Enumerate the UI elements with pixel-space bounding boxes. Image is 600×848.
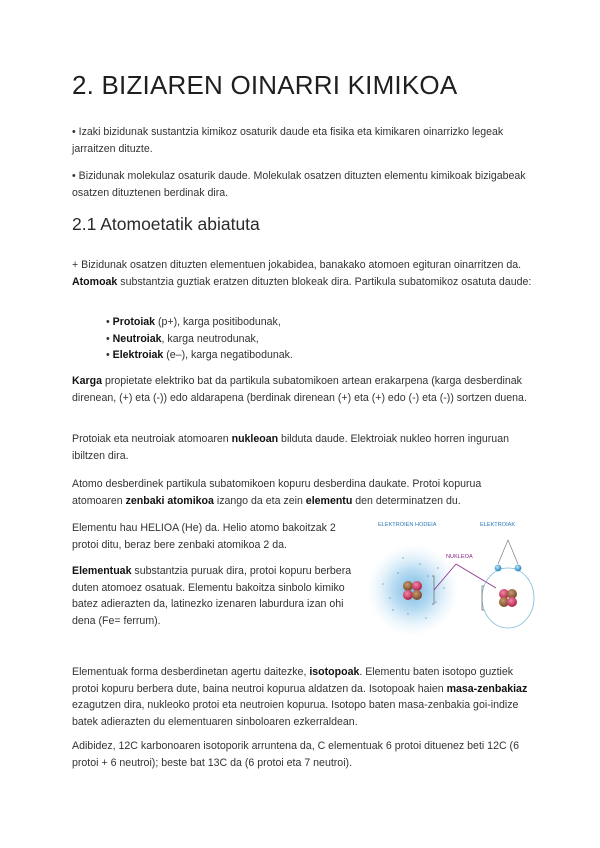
- elementuak-paragraph: [72, 563, 364, 629]
- isotopoak-term: isotopoak: [309, 666, 360, 678]
- particle-desc: , karga neutrodunak,: [161, 332, 259, 345]
- isotopoak-paragraph: [72, 664, 532, 730]
- text-run: Atomo desberdinek partikula subatomikoen kopuru desberdina daukate. Protoi kopurua atomoaren: [72, 478, 482, 507]
- particle-desc: (p+), karga positibodunak,: [155, 316, 281, 328]
- list-item: [106, 347, 293, 364]
- intro-bullet-1: • Izaki bizidunak sustantzia kimikoz osaturik daude eta fisika eta kimikaren oinarrizko legeak jarraitzen dituzte.: [72, 126, 504, 155]
- karga-term: Karga: [72, 375, 103, 387]
- page-title: 2. BIZIAREN OINARRI KIMIKOA: [72, 70, 458, 100]
- text-run: izango da eta zein: [213, 494, 306, 507]
- text-run: den determinatzen du.: [352, 494, 461, 507]
- elementuak-term: Elementuak: [72, 565, 132, 577]
- atomoak-term: Atomoak: [72, 275, 118, 288]
- elementu-term: elementu: [305, 494, 353, 507]
- electron-pointer-line: [498, 540, 518, 564]
- label-electrons: ELEKTROIAK: [480, 522, 516, 528]
- list-item: [106, 331, 293, 348]
- karga-definition: propietate elektriko bat da partikula subatomikoen artean erakarpena (karga desberdinak direnean, (+) eta (-)) edo aldarapena (berdinak direnean (+) eta (+) edo (-) eta (-)) sortzen duena.: [72, 375, 527, 404]
- zenbaki-paragraph: [72, 476, 532, 509]
- atomoak-definition: substantzia guztiak eratzen dituzten blokeak dira. Partikula subatomikoz osatuta daude:: [117, 275, 532, 288]
- zenbaki-term: zenbaki atomikoa: [125, 494, 214, 507]
- karga-paragraph: [72, 373, 532, 406]
- electron: [495, 565, 502, 572]
- helium-atom-diagram: [368, 518, 538, 636]
- nukleoa-paragraph: [72, 431, 532, 464]
- particle-name: Elektroiak: [112, 349, 164, 361]
- masa-zenbakia-term: masa-zenbakiaz: [446, 682, 528, 695]
- orbit-circle: [482, 568, 534, 628]
- helium-atom-figure: [368, 518, 538, 636]
- text-run: bilduta daude. Elektroiak nukleo horren inguruan ibiltzen dira.: [72, 433, 509, 462]
- nucleus-right: [499, 589, 517, 607]
- text-run: ezagutzen dira, nukleoko protoi eta neutroien kopurua. Isotopo baten masa-zenbakia goi-indize batek adierazten du elementuaren sinboloaren ezkerraldean.: [72, 699, 519, 728]
- label-electron-cloud: ELEKTROIEN HODEIA: [378, 522, 437, 528]
- particle-desc: (e–), karga negatibodunak.: [163, 349, 293, 361]
- text-run: substantzia puruak dira, protoi kopuru berbera duten atomoez osatuak. Elementu bakoitza sinbolo kimiko batez adierazten da, latinezko izenaren laburdura izan ohi dena (Fe= ferrum).: [72, 565, 352, 627]
- atomoak-paragraph: [72, 257, 532, 290]
- text-run: Protoiak eta neutroiak atomoaren: [72, 433, 232, 445]
- intro-bullet-2: • Bizidunak molekulaz osaturik daude. Molekulak osatzen dituzten elementu kimikoak bizigabeak osatzen dituztenen berdinak dira.: [72, 170, 526, 199]
- text-run: . Elementu baten isotopo guztiek protoi kopuru berbera dute, baina neutroi kopurua aldatzen da. Isotopoak haien: [72, 666, 514, 695]
- adibidez-paragraph: Adibidez, 12C karbonoaren isotoporik arruntena da, C elementuak 6 protoi dituenez beti 12C (6 protoi + 6 neutroi); beste bat 13C da (6 protoi eta 7 neutroi).: [72, 740, 519, 769]
- electron: [515, 565, 522, 572]
- particle-name: Protoiak: [112, 316, 156, 328]
- section-title: 2.1 Atomoetatik abiatuta: [72, 214, 260, 234]
- nukleoa-term: nukleoan: [231, 433, 279, 445]
- text-run: Elementuak forma desberdinetan agertu daitezke,: [72, 666, 310, 678]
- label-nucleus: NUKLEOA: [446, 554, 473, 560]
- helioa-paragraph: Elementu hau HELIOA (He) da. Helio atomo bakoitzak 2 protoi ditu, beraz bere zenbaki atomikoa 2 da.: [72, 522, 336, 551]
- intro-line: + Bizidunak osatzen dituzten elementuen jokabidea, banakako atomoen egituran oinarritzen da.: [72, 259, 522, 271]
- particle-name: Neutroiak: [112, 332, 162, 345]
- particle-list: [106, 314, 293, 364]
- list-item: [106, 314, 293, 331]
